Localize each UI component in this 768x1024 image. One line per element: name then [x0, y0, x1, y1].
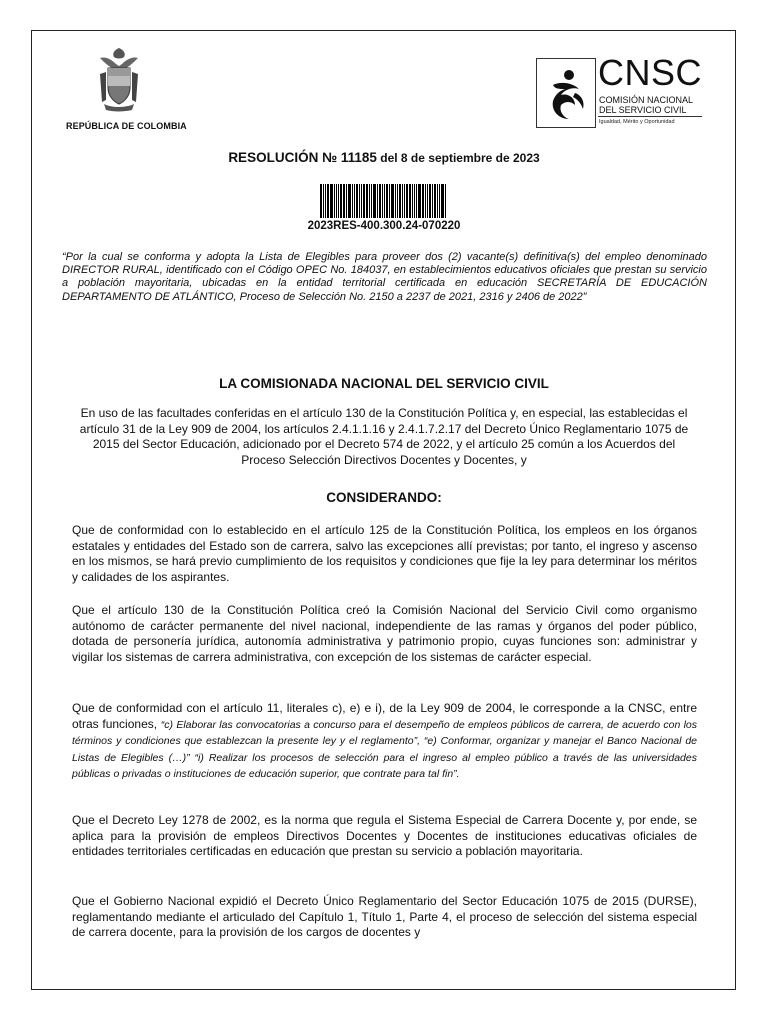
cnsc-motto: Igualdad, Mérito y Oportunidad	[599, 119, 675, 125]
barcode-bar	[384, 184, 385, 218]
cnsc-logo-box	[536, 58, 596, 128]
resolution-summary: “Por la cual se conforma y adopta la Lista de Elegibles para proveer dos (2) vacante(s) definitiva(s) del empleo denominado DIRECTOR RURAL, identificado con el Código OPEC No. 184037, en establecimientos educativos oficiales que prestan su servicio a población mayoritaria, ubicadas en la entidad territorial certificada en educación SECRETARÍA DE EDUCACIÓN DEPARTAMENTO DE ATLÁNTICO, Proceso de Selección No. 2150 a 2237 de 2021, 2316 y 2406 de 2022”	[62, 251, 707, 303]
cnsc-divider	[598, 116, 702, 117]
cnsc-name-line1: COMISIÓN NACIONAL	[599, 95, 694, 105]
barcode-bar	[330, 184, 333, 218]
republica-label: REPÚBLICA DE COLOMBIA	[66, 121, 187, 131]
barcode-bar	[427, 184, 428, 218]
barcode-bar	[343, 184, 345, 218]
barcode-code: 2023RES-400.300.24-070220	[307, 220, 461, 232]
barcode-bar	[320, 184, 322, 218]
barcode-bar	[338, 184, 339, 218]
barcode-bar	[340, 184, 342, 218]
barcode-bar	[437, 184, 438, 218]
cnsc-logo	[536, 52, 703, 130]
barcode-bar	[432, 184, 433, 218]
paragraph-5: Que el Gobierno Nacional expidió el Decreto Único Reglamentario del Sector Educación 1075 de 2015 (DURSE), reglamentando mediante el articulado del Capítulo 1, Título 1, Parte 4, el proceso de selección del sistema especial de carrera docente, para la provisión de los cargos de docentes y	[72, 894, 697, 939]
paragraph-3-quote: “c) Elaborar las convocatorias a concurso para el desempeño de empleos públicos de carrera, de acuerdo con los términos y condiciones que establezcan la presente ley y el reglamento”, “e) Conformar, organizar y manejar el Banco Nacional de Listas de Elegibles (…)” “i) Realizar los procesos de selección para el ingreso al empleo público a través de las universidades públicas o privadas o instituciones de educación superior, que contrate para tal fin”.	[72, 718, 697, 780]
heading-comisionada: LA COMISIONADA NACIONAL DEL SERVICIO CIVIL	[219, 376, 549, 391]
barcode-bar	[348, 184, 351, 218]
barcode-bar	[445, 184, 446, 218]
cnsc-name-line2: DEL SERVICIO CIVIL	[599, 105, 687, 115]
barcode-bar	[399, 184, 401, 218]
barcode-bar	[409, 184, 411, 218]
barcode-bar	[439, 184, 440, 218]
barcode-bar	[327, 184, 329, 218]
barcode-bar	[336, 184, 337, 218]
paragraph-4: Que el Decreto Ley 1278 de 2002, es la norma que regula el Sistema Especial de Carrera Docente y, por ende, se aplica para la provisión de empleos Directivos Docentes y Docentes de instituciones educativas oficiales de entidades territoriales certificadas en educación que prestan su servicio a población mayoritaria.	[72, 813, 697, 858]
barcode-bar	[323, 184, 324, 218]
barcode-bar	[402, 184, 403, 218]
paragraph-1: Que de conformidad con lo establecido en el artículo 125 de la Constitución Política, los empleos en los órganos estatales y entidades del Estado son de carrera, salvo las excepciones allí previstas; por tanto, el ingreso y ascenso en los mismos, se hará previo cumplimiento de los requisitos y condiciones que fije la ley para determinar los méritos y calidades de los aspirantes.	[72, 523, 697, 584]
barcode-bar	[363, 184, 365, 218]
paragraph-2: Que el artículo 130 de la Constitución Política creó la Comisión Nacional del Servicio Civil como organismo autónomo de carácter permanente del nivel nacional, independiente de las ramas y órganos del poder público, dotada de personería jurídica, autonomía administrativa y patrimonio propio, cuyas funciones son: administrar y vigilar los sistemas de carrera administrativa, con excepción de los sistemas de carácter especial.	[72, 603, 697, 664]
barcode-bar	[416, 184, 417, 218]
barcode-bar	[397, 184, 398, 218]
barcode-bar	[359, 184, 360, 218]
barcode-bar	[412, 184, 413, 218]
barcode-bar	[325, 184, 326, 218]
barcode-bar	[404, 184, 405, 218]
barcode-bar	[354, 184, 355, 218]
barcode-bar	[418, 184, 421, 218]
barcode-bar	[369, 184, 370, 218]
barcode-bar	[366, 184, 368, 218]
barcode-bar	[361, 184, 362, 218]
paragraph-3	[72, 701, 697, 783]
barcode-bar	[352, 184, 353, 218]
barcode-bar	[382, 184, 383, 218]
intro-paragraph: En uso de las facultades conferidas en el artículo 130 de la Constitución Política y, en especial, las establecidas el artículo 31 de la Ley 909 de 2004, los artículos 2.4.1.1.16 y 2.4.1.7.2.17 del Decreto Único Reglamentario 1075 de 2015 del Sector Educación, adicionado por el Decreto 574 de 2022, y el artículo 25 común a los Acuerdos del Proceso Selección Directivos Docentes y Docentes, y	[79, 406, 689, 467]
barcode-bar	[391, 184, 394, 218]
cnsc-acronym: CNSC	[598, 52, 703, 93]
resolution-date: del 8 de septiembre de 2023	[376, 151, 540, 165]
barcode-bar	[429, 184, 431, 218]
barcode-bar	[377, 184, 378, 218]
barcode-bar	[373, 184, 376, 218]
resolution-title	[0, 150, 768, 165]
paragraph-3-lead: Que de conformidad con el artículo 11, literales c), e) e i), de la Ley 909 de 2004, le corresponde a la CNSC, entre otras funciones,	[72, 701, 697, 731]
resolution-number: RESOLUCIÓN № 11185	[228, 150, 377, 165]
cnsc-figure-icon	[545, 67, 589, 121]
barcode-bar	[379, 184, 381, 218]
barcode-bar	[386, 184, 388, 218]
barcode-bar	[414, 184, 415, 218]
barcode-icon	[320, 184, 448, 218]
barcode-bar	[406, 184, 408, 218]
barcode-bar	[395, 184, 396, 218]
barcode-bar	[356, 184, 358, 218]
heading-considerando: CONSIDERANDO:	[326, 490, 442, 505]
barcode-bar	[425, 184, 426, 218]
barcode-bar	[371, 184, 372, 218]
barcode-bar	[434, 184, 436, 218]
barcode-bar	[346, 184, 347, 218]
barcode-bar	[422, 184, 424, 218]
coat-of-arms-icon	[96, 44, 142, 116]
barcode-bar	[334, 184, 335, 218]
barcode-bar	[441, 184, 444, 218]
barcode-bar	[389, 184, 390, 218]
